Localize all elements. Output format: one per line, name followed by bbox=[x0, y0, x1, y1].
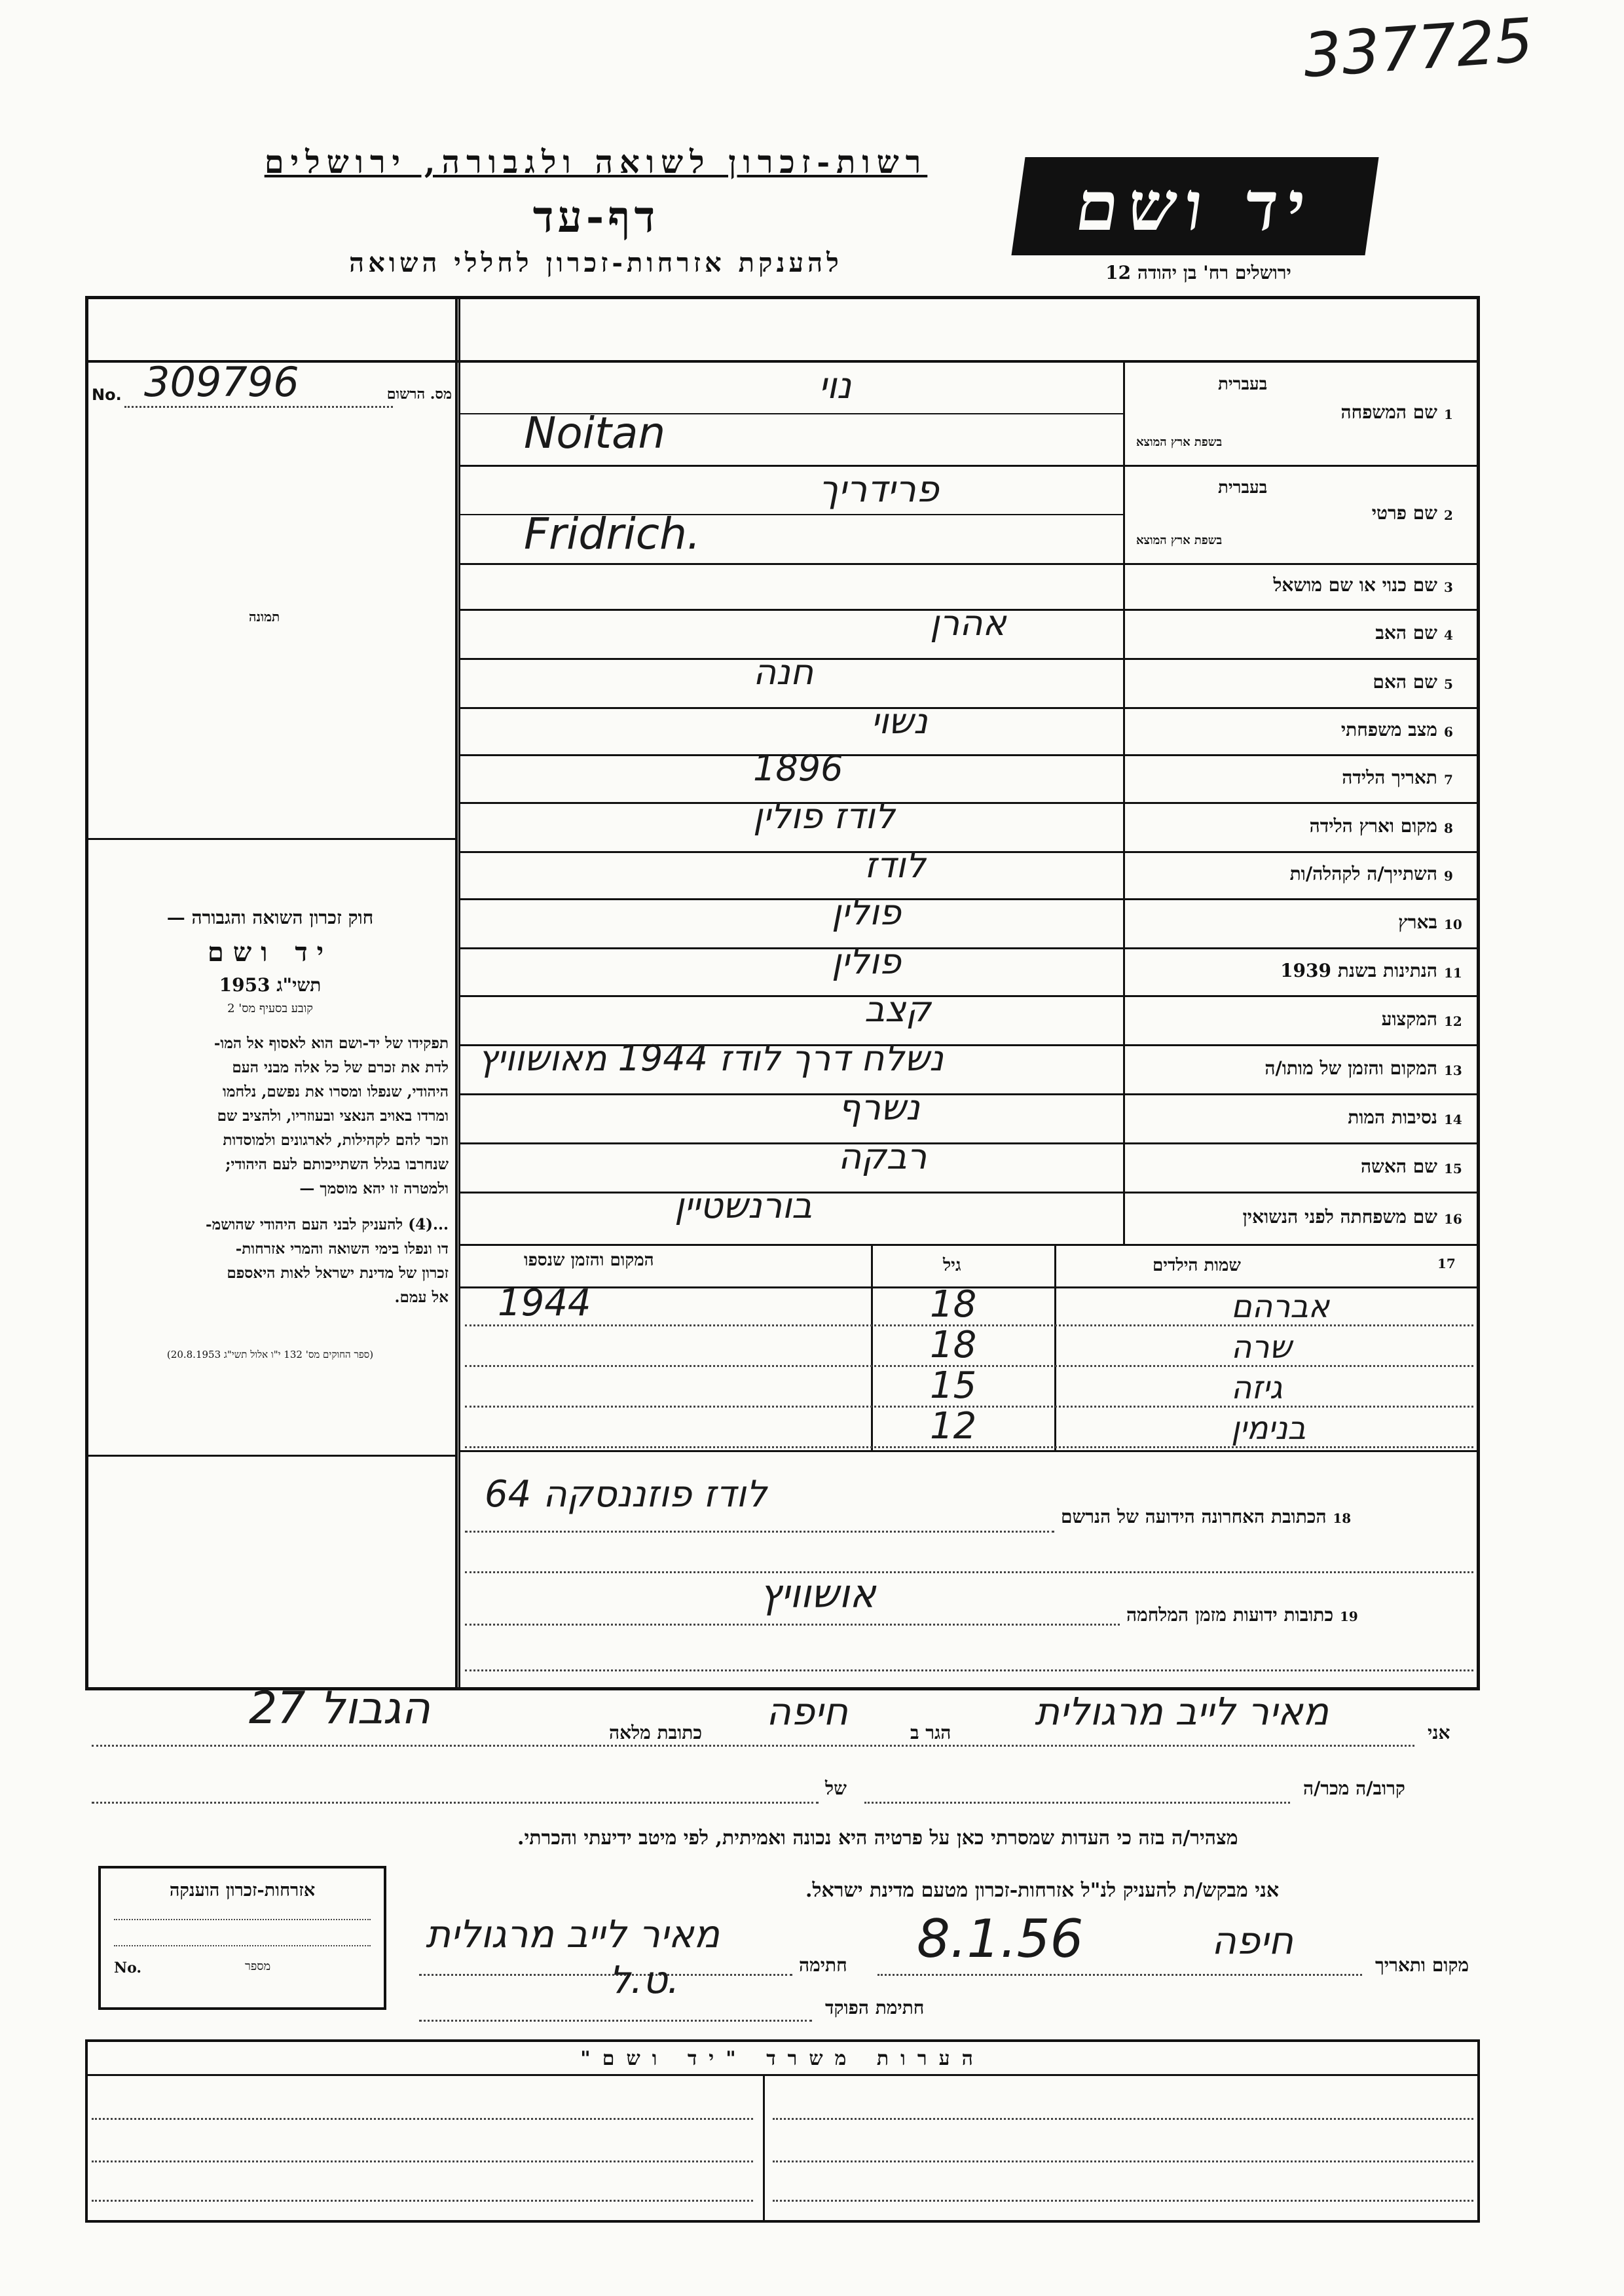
field-label: המקצוע bbox=[1381, 1008, 1437, 1030]
registration-prefix: No. bbox=[92, 386, 122, 404]
field19-value: אושוויץ bbox=[760, 1571, 876, 1617]
field18-text: הכתובת האחרונה הידועה של הנרשם bbox=[1061, 1506, 1327, 1527]
field-number: 15 bbox=[1444, 1160, 1462, 1176]
law-line: אל עמם. bbox=[394, 1288, 449, 1306]
field-label: שם האם bbox=[1373, 670, 1437, 693]
field-value: פולין bbox=[832, 941, 901, 982]
field-number: 3 bbox=[1444, 579, 1453, 595]
field-value: נשלח דרך לודז 1944 מאושוויץ bbox=[478, 1038, 944, 1079]
grant-mispar: מספר bbox=[245, 1959, 271, 1973]
child-age: 18 bbox=[930, 1324, 977, 1366]
law-line: תפקידו של יד-ושם הוא לאסוף אל המו- bbox=[213, 1034, 449, 1052]
law-clause: קובע בסעיף מס' 2 bbox=[227, 1002, 313, 1015]
field-value: קצב bbox=[864, 989, 931, 1030]
field-number: 11 bbox=[1444, 964, 1462, 981]
child-name: גיזה bbox=[1231, 1370, 1283, 1406]
decl-request: אני מבקש/ת להעניק לנ"ל אזרחות-זכרון מטעם מדינת ישראל. bbox=[805, 1879, 1280, 1902]
law-year-hebrew: תשי"ג bbox=[276, 974, 322, 996]
grant-box bbox=[98, 1866, 386, 2010]
field-number: 13 bbox=[1444, 1062, 1462, 1078]
grant-title: אזרחות-זכרון הוענקה bbox=[169, 1880, 316, 1901]
field-value: אהרן bbox=[930, 602, 1006, 644]
law-line: ומרדו באויב הנאצי ובעוזריו, ולהציב שם bbox=[217, 1107, 449, 1125]
law-line: היהודי, שנפלו ומסרו את נפשם, נלחמו bbox=[222, 1083, 449, 1101]
decl-place-value: חיפה bbox=[1211, 1918, 1293, 1963]
child-age: 15 bbox=[930, 1364, 977, 1407]
decl-place-date-label: מקום ותאריך bbox=[1375, 1954, 1469, 1976]
law-title: חוק זכרון השואה והגבורה — bbox=[166, 907, 374, 928]
field18-number: 18 bbox=[1333, 1510, 1352, 1526]
field-value: לודז bbox=[864, 845, 926, 886]
law-name: יד ושם bbox=[207, 937, 333, 968]
decl-officer-value: ט.ל. bbox=[609, 1958, 680, 2002]
field-number: 4 bbox=[1444, 627, 1453, 643]
field-number: 8 bbox=[1444, 820, 1453, 836]
field-number: 1 bbox=[1444, 407, 1453, 422]
form-subtitle: להענקת אזרחות-זכרון לחללי השואה bbox=[349, 247, 843, 278]
law-year: 1953 bbox=[219, 974, 270, 996]
decl-address-value: הגבול 27 bbox=[249, 1683, 431, 1734]
field-value-hebrew: פרידריך bbox=[819, 468, 939, 511]
field19-label bbox=[1126, 1604, 1358, 1626]
field-value: פולין bbox=[832, 892, 901, 933]
field-label: שם פרטי bbox=[1371, 502, 1437, 524]
logo-address: ירושלים רח' בן יהודה 12 bbox=[1105, 262, 1291, 283]
law-line: זכרון של מדינת ישראל לאות היאספם bbox=[227, 1264, 449, 1282]
yad-vashem-logo bbox=[1011, 157, 1378, 255]
field-label: תאריך הלידה bbox=[1342, 766, 1437, 788]
children-names-header: שמות הילדים bbox=[1153, 1256, 1241, 1275]
decl-signature-value: מאיר לייב מרגולית bbox=[426, 1912, 720, 1956]
authority-name: רשות-זכרון לשואה ולגבורה, ירושלים bbox=[264, 144, 928, 181]
stamp-number: 337725 bbox=[1301, 5, 1536, 92]
field18-value: לודז פוזננסקה 64 bbox=[485, 1473, 767, 1516]
registration-label: מס. הרשום bbox=[386, 386, 452, 403]
field-sub-origin: בשפת ארץ המוצא bbox=[1136, 534, 1223, 547]
field-value: רבקה bbox=[838, 1136, 927, 1177]
child-age: 18 bbox=[930, 1283, 977, 1326]
field-value: נשוי bbox=[871, 701, 928, 742]
child-name: שרה bbox=[1231, 1329, 1292, 1366]
decl-ani: אני bbox=[1428, 1722, 1450, 1743]
field-label: הנתינות בשנת 1939 bbox=[1280, 959, 1437, 981]
field-sub-origin: בשפת ארץ המוצא bbox=[1136, 435, 1223, 449]
photo-label: תמונה bbox=[249, 609, 280, 625]
children-age-header: גיל bbox=[943, 1256, 961, 1275]
field-value-latin: Noitan bbox=[524, 408, 666, 458]
registration-number: 309796 bbox=[144, 358, 299, 406]
field-label: שם האב bbox=[1375, 621, 1437, 644]
registration-row bbox=[92, 358, 452, 409]
field-value: חנה bbox=[753, 651, 814, 693]
field19-number: 19 bbox=[1339, 1609, 1358, 1624]
field-number: 10 bbox=[1444, 916, 1462, 932]
child-name: בנימין bbox=[1231, 1410, 1306, 1447]
field-number: 6 bbox=[1444, 724, 1453, 740]
decl-name-value: מאיר לייב מרגולית bbox=[1035, 1689, 1329, 1734]
field-label: שם האשה bbox=[1360, 1155, 1437, 1177]
field-number: 9 bbox=[1444, 868, 1453, 884]
decl-shel-label: של bbox=[825, 1777, 847, 1799]
field-value-hebrew: נוי bbox=[819, 365, 852, 407]
field-label: שם המשפחה bbox=[1340, 401, 1437, 423]
child-name: אברהם bbox=[1231, 1288, 1330, 1325]
field-value: 1896 bbox=[753, 748, 843, 789]
field-value: נשרף bbox=[838, 1087, 920, 1128]
field-label: בארץ bbox=[1398, 911, 1437, 933]
children-number: 17 bbox=[1437, 1256, 1456, 1271]
field-label: שם כנוי או שם מושאל bbox=[1273, 574, 1437, 596]
grant-no: No. bbox=[114, 1959, 142, 1977]
field-sub-hebrew: בעברית bbox=[1218, 374, 1268, 394]
children-place-header: המקום והזמן שנספו bbox=[524, 1250, 654, 1270]
decl-relative-label: קרוב/ה מכר/ה bbox=[1303, 1777, 1405, 1799]
child-age: 12 bbox=[930, 1405, 977, 1448]
field-label: המקום והזמן של מותו/ה bbox=[1264, 1057, 1437, 1079]
field-sub-hebrew: בעברית bbox=[1218, 478, 1268, 498]
field-label: מקום וארץ הלידה bbox=[1309, 814, 1437, 837]
field-label: השתייך/ה לקהלה/ות bbox=[1289, 863, 1437, 884]
field-value: לודז פולין bbox=[753, 795, 895, 837]
law-footnote: (ספר החוקים מס' 132 י"ו אלול תשי"ג 20.8.1953) bbox=[166, 1349, 374, 1360]
decl-date-value: 8.1.56 bbox=[917, 1908, 1084, 1969]
logo-text: יד ושם bbox=[1071, 166, 1320, 246]
law-line: ...(4) להעניק לבני העם היהודי שהושמ- bbox=[206, 1216, 449, 1233]
decl-officer-label: חתימת הפוקד bbox=[825, 1997, 925, 2018]
law-line: ולמטרה זו יהא מוסמך — bbox=[299, 1180, 449, 1197]
law-line: דו ונפלו בימי השואה והמרי אזרחות- bbox=[235, 1240, 449, 1258]
law-line: שנחרבו בגלל השתייכותם לעם היהודי; bbox=[225, 1156, 449, 1173]
law-line: וזכר להם לקהילות, לארגונים ולמוסדות bbox=[223, 1131, 449, 1149]
field-number: 16 bbox=[1444, 1211, 1462, 1227]
decl-statement: מצהיר/ה בזה כי העדות שמסרתי כאן על פרטיה היא נכונה ואמיתית, לפי מיטב ידיעתי והכרתי. bbox=[517, 1827, 1238, 1850]
field19-text: כתובות ידועות מזמן המלחמה bbox=[1126, 1604, 1334, 1626]
notes-box bbox=[85, 2039, 1480, 2223]
field-number: 7 bbox=[1444, 771, 1453, 788]
field-label: שם משפחתה לפני הנשואין bbox=[1242, 1206, 1437, 1228]
decl-city-value: חיפה bbox=[766, 1689, 848, 1734]
field-value: בורנשטיין bbox=[674, 1185, 813, 1226]
field-number: 12 bbox=[1444, 1013, 1462, 1029]
law-box bbox=[92, 907, 449, 1361]
field-value-latin: Fridrich. bbox=[524, 509, 701, 559]
field-label: נסיבות המות bbox=[1348, 1106, 1437, 1128]
field-label: מצב משפחתי bbox=[1340, 719, 1437, 740]
field-number: 2 bbox=[1444, 507, 1453, 523]
decl-address-label: כתובת מלאה bbox=[609, 1722, 703, 1743]
law-line: לדת את זכרם של כל אלה מבני העם bbox=[232, 1059, 449, 1076]
law-text bbox=[92, 1031, 449, 1309]
notes-title: הערות משרד "יד ושם" bbox=[580, 2047, 985, 2070]
decl-signature-label: חתימה bbox=[799, 1954, 847, 1976]
child-place: 1944 bbox=[498, 1282, 591, 1324]
field-number: 14 bbox=[1444, 1111, 1462, 1127]
field-number: 5 bbox=[1444, 676, 1453, 692]
decl-hagar-label: הגר ב bbox=[910, 1722, 951, 1743]
form-title: דף-עד bbox=[532, 191, 659, 242]
